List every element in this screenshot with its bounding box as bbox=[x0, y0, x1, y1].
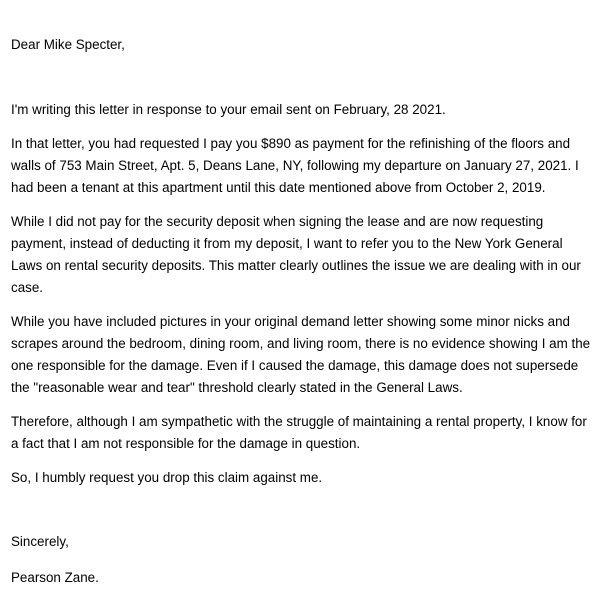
paragraph-email-reference: I'm writing this letter in response to your email sent on February, 28 2021. bbox=[11, 102, 446, 117]
paragraph-damage-evidence: While you have included pictures in your original demand letter showing some minor nicks and scrapes around the bedroom, dining room, and living room, there is no evidence showing I am the one responsible for the damage. Even if I caused the damage, this damage does not supersede the "reasonable wear and tear" threshold clearly stated in the General Laws. bbox=[11, 314, 591, 395]
spacer bbox=[11, 489, 596, 531]
spacer bbox=[11, 455, 596, 467]
paragraph-request-drop-claim: So, I humbly request you drop this claim against me. bbox=[11, 470, 323, 485]
paragraph-not-responsible: Therefore, although I am sympathetic with the struggle of maintaining a rental property, I know for a fact that I am not responsible for the damage in question. bbox=[11, 414, 587, 451]
letter-body bbox=[11, 34, 596, 589]
salutation: Dear Mike Specter, bbox=[11, 37, 125, 52]
spacer bbox=[11, 299, 596, 311]
spacer bbox=[11, 121, 596, 133]
spacer bbox=[11, 199, 596, 211]
paragraph-payment-request: In that letter, you had requested I pay you $890 as payment for the refinishing of the floors and walls of 753 Main Street, Apt. 5, Deans Lane, NY, following my departure on January 27, 2021. I had been a tenant at this apartment until this date mentioned above from October 2, 2019. bbox=[11, 136, 579, 195]
spacer bbox=[11, 56, 596, 99]
spacer bbox=[11, 399, 596, 411]
closing: Sincerely, bbox=[11, 534, 69, 549]
paragraph-security-deposit: While I did not pay for the security deposit when signing the lease and are now requesting payment, instead of deducting it from my deposit, I want to refer you to the New York General Laws on rental security deposits. This matter clearly outlines the issue we are dealing with in our case. bbox=[11, 214, 581, 295]
signature: Pearson Zane. bbox=[11, 570, 99, 585]
spacer bbox=[11, 553, 596, 567]
